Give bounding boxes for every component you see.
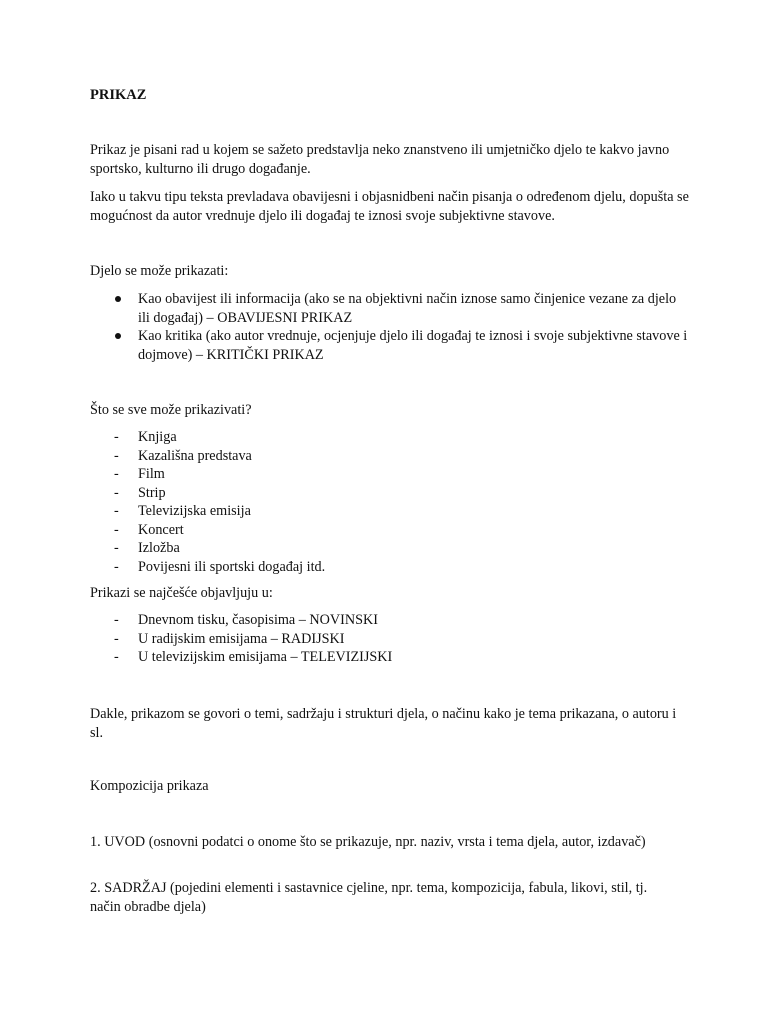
list-item-text: Povijesni ili sportski događaj itd. — [138, 558, 326, 575]
list-item — [90, 465, 690, 484]
publishing-list — [90, 611, 690, 667]
list-item-text: Kao kritika (ako autor vrednuje, ocjenjuje djelo ili događaj te iznosi i svoje subjektivne stavove i dojmove) – KRITIČKI PRIKAZ — [138, 328, 688, 363]
intro-paragraph-2: Iako u takvu tipu teksta prevladava obavijesni i objasnidbeni način pisanja o određenom djelu, dopušta se mogućnost da autor vrednuje djelo ili događaj te iznosi svoje subjektivne stavove. — [90, 189, 689, 224]
list-item — [90, 521, 690, 540]
list-item — [90, 502, 690, 521]
presentation-list — [90, 290, 690, 364]
list-item-text: Kao obavijest ili informacija (ako se na objektivni način iznose samo činjenice vezane za djelo ili događaj) – OBAVIJESNI PRIKAZ — [138, 291, 677, 326]
composition-item-1: 1. UVOD (osnovni podatci o onome što se prikazuje, npr. naziv, vrsta i tema djela, autor, izdavač) — [90, 834, 646, 850]
bullet-icon — [115, 333, 121, 339]
dash-marker: - — [114, 521, 119, 538]
list-item-text: Izložba — [138, 540, 180, 556]
composition-heading: Kompozicija prikaza — [90, 778, 209, 794]
presentation-heading: Djelo se može prikazati: — [90, 263, 229, 279]
dash-marker: - — [114, 447, 119, 464]
dash-marker: - — [114, 466, 119, 482]
list-item — [90, 447, 690, 466]
list-item — [90, 648, 690, 667]
list-item-text: Strip — [138, 484, 166, 501]
subjects-list — [90, 428, 690, 576]
list-item — [90, 539, 690, 558]
dash-marker: - — [114, 558, 119, 575]
list-item-text: U televizijskim emisijama – TELEVIZIJSKI — [138, 649, 393, 665]
dash-marker: - — [114, 484, 119, 501]
list-item-text: Dnevnom tisku, časopisima – NOVINSKI — [138, 612, 378, 628]
list-item-text: U radijskim emisijama – RADIJSKI — [138, 630, 345, 647]
list-item — [90, 484, 690, 503]
subjects-heading: Što se sve može prikazivati? — [90, 402, 252, 418]
list-item-text: Film — [138, 466, 165, 482]
list-item-text: Kazališna predstava — [138, 447, 252, 464]
dash-marker: - — [114, 630, 119, 647]
intro-paragraph-1: Prikaz je pisani rad u kojem se sažeto predstavlja neko znanstveno ili umjetničko djelo te kakvo javno sportsko, kulturno ili drugo događanje. — [90, 142, 670, 177]
list-item-text: Knjiga — [138, 429, 177, 445]
dash-marker: - — [114, 503, 119, 519]
list-item — [90, 558, 690, 577]
list-item — [90, 327, 690, 364]
composition-item-2: 2. SADRŽAJ (pojedini elementi i sastavnice cjeline, npr. tema, kompozicija, fabula, likovi, stil, tj. način obradbe djela) — [90, 880, 648, 915]
bullet-icon — [115, 296, 121, 302]
dash-marker: - — [114, 612, 119, 628]
list-item — [90, 611, 690, 630]
dash-marker: - — [114, 649, 119, 665]
list-item — [90, 290, 690, 327]
dash-marker: - — [114, 540, 119, 556]
list-item-text: Koncert — [138, 521, 184, 538]
page-title: PRIKAZ — [90, 87, 147, 103]
publishing-heading: Prikazi se najčešće objavljuju u: — [90, 585, 273, 601]
summary-paragraph: Dakle, prikazom se govori o temi, sadržaju i strukturi djela, o načinu kako je tema prikazana, o autoru i sl. — [90, 706, 677, 741]
dash-marker: - — [114, 429, 119, 445]
list-item — [90, 630, 690, 649]
list-item — [90, 428, 690, 447]
list-item-text: Televizijska emisija — [138, 503, 251, 519]
